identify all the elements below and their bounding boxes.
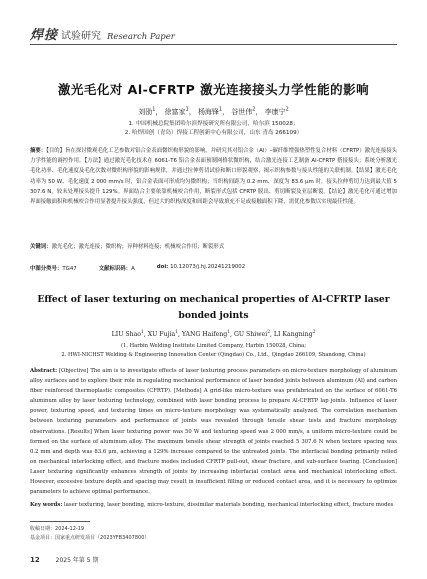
journal-brand: 焊接 <box>30 28 59 43</box>
author: 徐富家$^1$ <box>164 106 189 116</box>
author: 杨海锋$^1$ <box>197 106 223 116</box>
clc-number: 中图分类号：TG47 <box>30 266 77 272</box>
fund-project: 基金项目：国家重点研发项目（2023YFB3407800） <box>30 535 150 541</box>
issue-label: 2025 年第 5 期 <box>55 557 99 564</box>
section-category-en: Research Paper <box>107 32 175 42</box>
chinese-authors: 刘劭$^1$， 徐富家$^1$， 杨海锋$^1$， 谷世伟$^2$， 李康宁$^2$ <box>138 106 289 116</box>
english-affiliation-2: 2. HWI-NICHST Welding & Engineering Innovation Center (Qingdao) Co., Ltd., Qingdao 266109, Shandong, China) <box>61 352 366 358</box>
author: YANG Haifeng$^1$ <box>181 329 230 338</box>
abstract-label: Abstract: <box>30 368 58 374</box>
running-header <box>30 24 397 44</box>
abstract-text: 【目的】旨在探讨微观毛化工艺参数对铝合金表面微织构形貌的影响，并研究其对铝合金（Al）–碳纤维增强热塑性复合材料（CFRTP）激光连接接头力学性能的调控作用。【方法】通过激光毛化技术在 6061-T6 铝合金表面预制网格状微织构，结合激光连接工艺制备 Al-CFRTP 搭接接头；系统分析激光毛化功率、毛化速度及毛化次数对微织构形貌的影响规律，并通过拉伸剪切试验和断口形貌观察，揭示织构参数与接头性能的关联机制。【结果】激光毛化功率为 50 W、毛化速度 2 000 mm/s 时，铝合金表面可形成均匀微织构；当织构间距为 0.2 mm、深度为 83.6 μm 时，接头拉伸剪切力达到最大值 5 307.6 N，较未处理接头提升 129%。界面结合主要依靠机械咬合作用，断裂形式包括 CFRTP 脱出、剪切断裂及亚层断裂。【结论】激光毛化可通过增加界面接触面积和机械咬合作用显著提升接头强度，但过大的织构深度和间距会导致填充不足或接触面积下降，需优化参数以实现最佳性能。 <box>30 148 397 206</box>
author: XU Fujia$^1$ <box>147 329 178 338</box>
chinese-keywords <box>30 242 397 250</box>
footnote-rule <box>30 521 90 522</box>
abstract-text: [Objective] The aim is to investigate effects of laser texturing process parameters on micro-texture morphology of aluminum alloy surfaces and to explore their role in regulating mechanical performance of laser bonded joints between aluminum (Al) and carbon fiber reinforced thermoplastic composites (CFRTP). [Methods] A grid-like micro-texture was prefabricated on the surface of 6061-T6 aluminum alloy by laser texturing technology, combined with laser bonding process to prepare Al-CFRTP lap joints. Influence of laser power, texturing speed, and texturing times on micro-texture morphology was systematically analyzed. The correlation mechanism between texturing parameters and performance of joints was revealed through tensile shear tests and fracture morphology observations. [Results] When laser texturing power was 50 W and texturing speed was 2 000 mm/s, a uniform micro-texture could be formed on the surface of aluminum alloy. The maximum tensile shear strength of joints reached 5 307.6 N when texture spacing was 0.2 mm and depth was 83.6 μm, achieving a 129% increase compared to the untreated joints. The interfacial bonding primarily relied on mechanical interlocking effect, and fracture modes included CFRTP pull-out, shear fracture, and sub-surface tearing. [Conclusion] Laser texturing significantly enhances strength of joints by increasing interfacial contact area and mechanical interlocking effect. However, excessive texture depth and spacing may result in insufficient filling or reduced contact area, and it is necessary to optimize parameters to achieve optimal performance. <box>30 368 398 496</box>
article-metadata <box>30 264 397 272</box>
keywords-text: laser texturing, laser bonding, micro-texture, dissimilar materials bonding, mechanical interlocking effect, fracture modes <box>64 502 394 508</box>
header-rule <box>30 44 397 45</box>
document-code: 文献标识码：A <box>98 266 135 272</box>
abstract-label: 摘要： <box>30 148 47 154</box>
english-authors: LIU Shao$^1$, XU Fujia$^1$, YANG Haifeng$^1$, GU Shiwei$^2$, LI Kangning$^2$ <box>111 329 316 338</box>
author: 刘劭$^1$ <box>138 106 156 116</box>
footnote <box>30 525 397 543</box>
keywords-text: 激光毛化；激光连接；微织构；异种材料连接；机械咬合作用；断裂形式 <box>51 244 225 250</box>
received-date: 收稿日期：2024-12-19 <box>30 526 85 532</box>
keywords-label: 关键词： <box>30 244 52 250</box>
chinese-affiliation-1: 1. 中国机械总院集团哈尔滨焊接研究所有限公司，哈尔滨 150028； <box>128 121 299 127</box>
chinese-title: 激光毛化对 Al-CFRTP 激光连接接头力学性能的影响 <box>57 82 370 97</box>
keywords-label: Key words: <box>30 502 63 508</box>
page-number: 12 <box>30 556 40 564</box>
english-affiliation-1: (1. Harbin Welding Institute Limited Company, Harbin 150028, China; <box>120 343 307 349</box>
chinese-affiliation-2: 2. 哈焊国创（青岛）焊接工程创新中心有限公司，山东 青岛 266109） <box>124 130 303 136</box>
chinese-abstract <box>30 146 397 207</box>
author: 李康宁$^2$ <box>264 106 289 116</box>
english-title: Effect of laser texturing on mechanical properties of Al-CFRTP laser bonded joints <box>37 294 390 321</box>
author: LI Kangning$^2$ <box>273 329 316 338</box>
english-abstract <box>30 366 397 497</box>
section-category: 试验研究 <box>61 31 102 42</box>
page-footer <box>30 555 98 564</box>
author: 谷世伟$^2$ <box>231 106 256 116</box>
author: LIU Shao$^1$ <box>111 329 144 338</box>
english-keywords <box>30 502 397 508</box>
author: GU Shiwei$^2$ <box>233 329 270 338</box>
doi[interactable]: doi: 10.12073/j.hj.20241219002 <box>156 264 246 270</box>
